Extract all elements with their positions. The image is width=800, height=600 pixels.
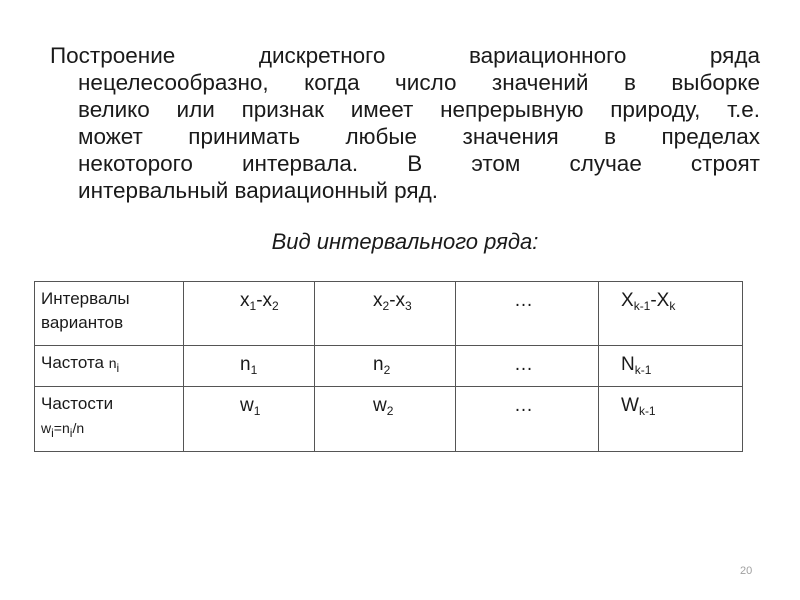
page-number: 20 (740, 565, 753, 577)
cell-relative-frequency-last: $W_{k-1}$ (599, 387, 743, 452)
cell-frequency-ellipsis: … (456, 346, 599, 387)
cell-frequency-2: $n_2$ (315, 346, 456, 387)
paragraph-line: некоторого интервала. В этом случае строят (78, 151, 760, 176)
paragraph-line: может принимать любые значения в пределах (78, 124, 760, 149)
table-row-frequency (35, 346, 743, 387)
cell-frequency-1: $n_1$ (184, 346, 315, 387)
row-label-relative-frequency: Частости $w_i=n_i/n$ (35, 387, 184, 452)
interval-series-table (34, 281, 743, 452)
cell-relative-frequency-ellipsis: … (456, 387, 599, 452)
cell-interval-2: $x_2-x_3$ (315, 282, 456, 346)
paragraph-line: велико или признак имеет непрерывную природу, т.е. (78, 97, 760, 122)
cell-relative-frequency-1: $w_1$ (184, 387, 315, 452)
cell-interval-last: $X_{k-1}-X_k$ (599, 282, 743, 346)
cell-frequency-last: $N_{k-1}$ (599, 346, 743, 387)
paragraph-line: Построение дискретного вариационного ряда (50, 43, 760, 68)
cell-relative-frequency-2: $w_2$ (315, 387, 456, 452)
cell-interval-1: $x_1-x_2$ (184, 282, 315, 346)
table-caption: Вид интервального ряда: (271, 229, 539, 254)
table-row-intervals (35, 282, 743, 346)
cell-interval-ellipsis: … (456, 282, 599, 346)
paragraph-line: интервальный вариационный ряд. (78, 178, 438, 203)
row-label-frequency: Частота $n_i$ (35, 346, 184, 387)
intro-paragraph (50, 42, 760, 204)
paragraph-line: нецелесообразно, когда число значений в выборке (78, 70, 760, 95)
table-row-relative-frequency (35, 387, 743, 452)
row-label-intervals: Интервалы вариантов (35, 282, 184, 346)
